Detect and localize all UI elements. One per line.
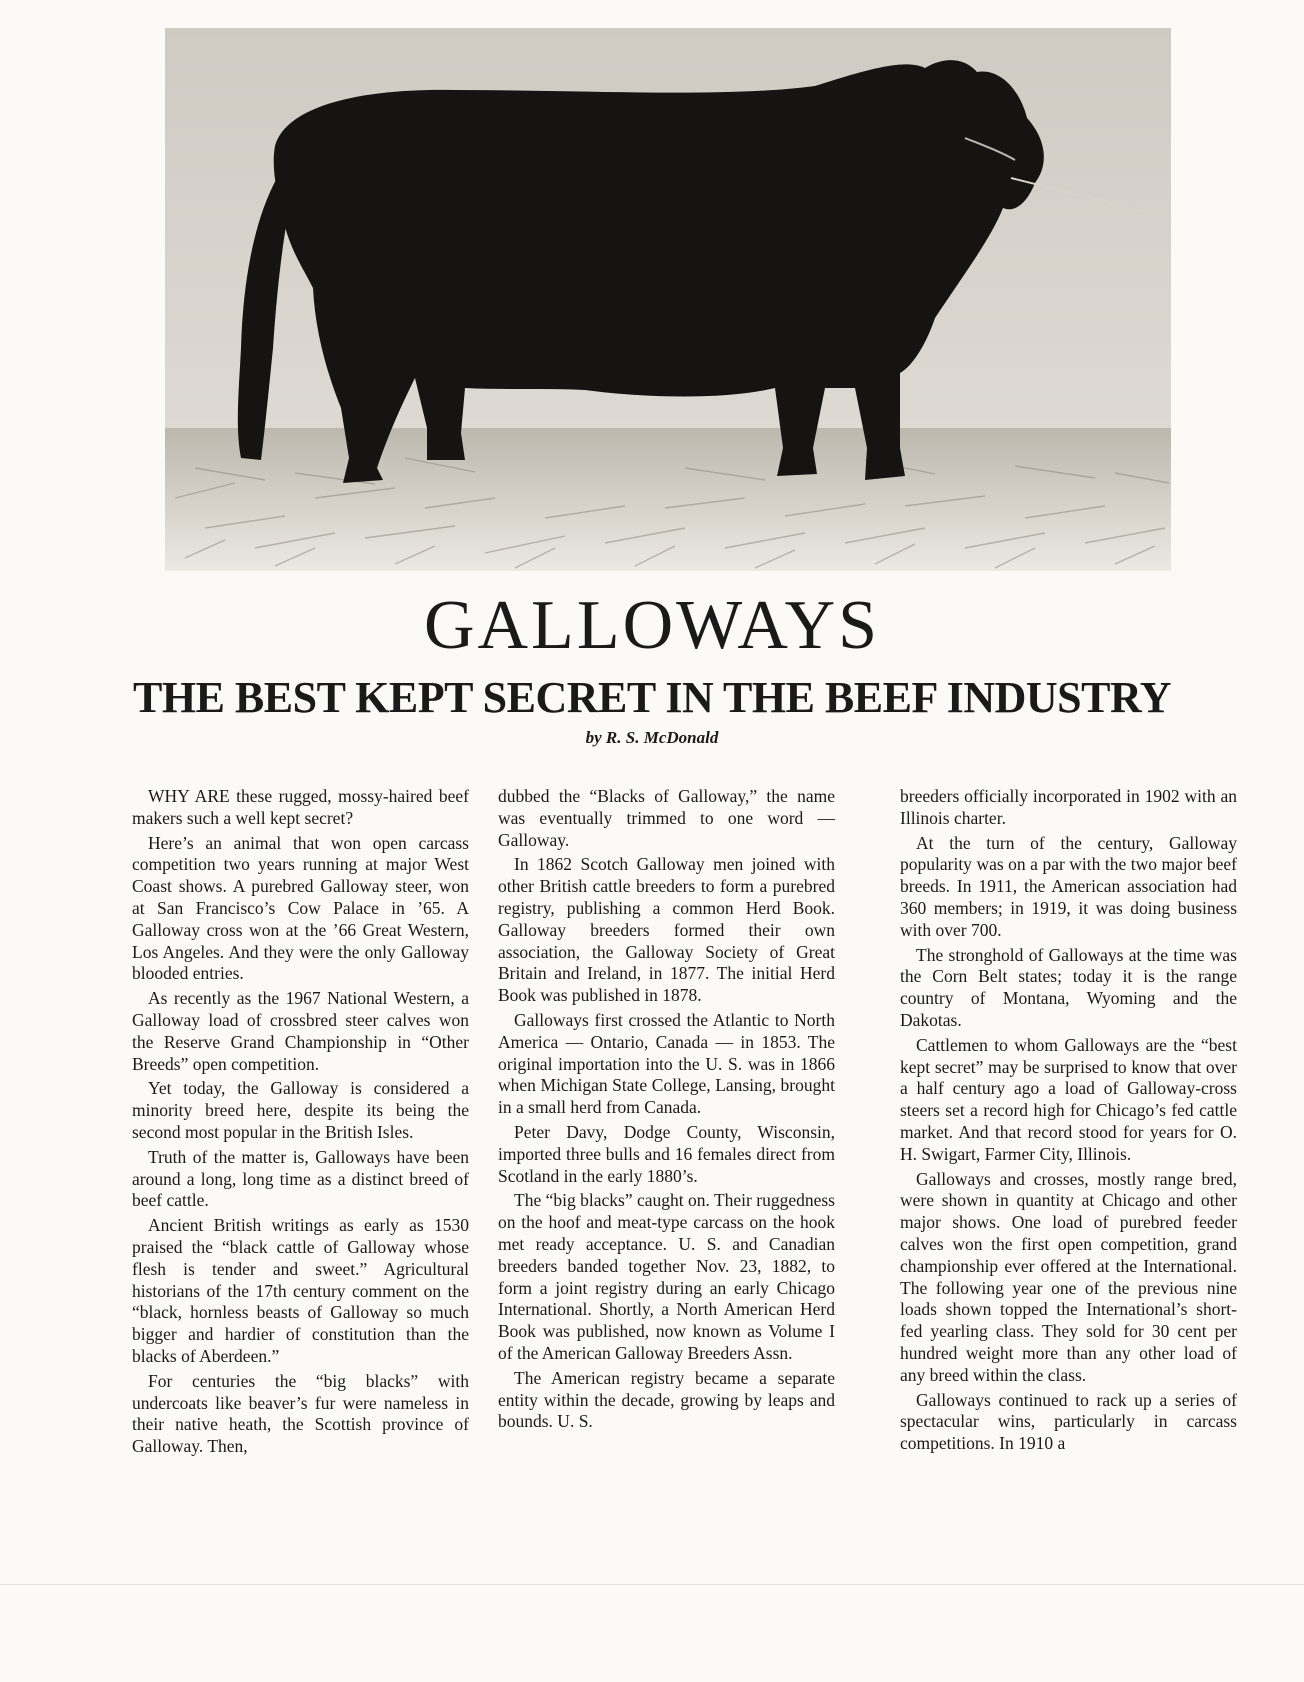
galloway-bull-photo bbox=[165, 28, 1171, 571]
paragraph: dubbed the “Blacks of Galloway,” the name was eventually trimmed to one word — Galloway. bbox=[498, 786, 835, 850]
paragraph: The “big blacks” caught on. Their ruggedness on the hoof and meat-type carcass on the hook met ready acceptance. U. S. and Canadian breeders banded together Nov. 23, 1882, to form a joint registry during an early Chicago International. Shortly, a North American Herd Book was published, now known as Volume I of the American Galloway Breeders Assn. bbox=[498, 1190, 835, 1363]
paragraph: Ancient British writings as early as 1530 praised the “black cattle of Galloway whose flesh is tender and sweet.” Agricultural historians of the 17th century comment on the “black, hornless beasts of Galloway so much bigger and hardier of constitution than the blacks of Aberdeen.” bbox=[132, 1215, 469, 1366]
paragraph: Galloways continued to rack up a series of spectacular wins, particularly in carcass competitions. In 1910 a bbox=[900, 1389, 1237, 1454]
paragraph: Truth of the matter is, Galloways have been around a long, long time as a distinct breed of beef cattle. bbox=[132, 1146, 469, 1211]
paragraph: Here’s an animal that won open carcass competition two years running at major West Coast shows. A purebred Galloway steer, won at San Francisco’s Cow Palace in ’65. A Galloway cross won at the ’66 Great Western, Los Angeles. And they were the only Galloway blooded entries. bbox=[132, 832, 469, 984]
paragraph: Galloways first crossed the Atlantic to North America — Ontario, Canada — in 1853. The original importation into the U. S. was in 1866 when Michigan State College, Lansing, brought in a small herd from Canada. bbox=[498, 1009, 835, 1118]
paragraph: As recently as the 1967 National Western, a Galloway load of crossbred steer calves won the Reserve Grand Championship in “Other Breeds” open competition. bbox=[132, 988, 469, 1074]
article-column-1 bbox=[132, 786, 469, 1461]
paragraph: breeders officially incorporated in 1902 with an Illinois charter. bbox=[900, 786, 1237, 828]
paragraph: WHY ARE these rugged, mossy-haired beef makers such a well kept secret? bbox=[132, 786, 469, 828]
paragraph: Peter Davy, Dodge County, Wisconsin, imported three bulls and 16 females direct from Scotland in the early 1880’s. bbox=[498, 1121, 835, 1186]
article-column-3 bbox=[900, 786, 1237, 1458]
article-byline: by R. S. McDonald bbox=[585, 728, 719, 747]
paragraph: At the turn of the century, Galloway popularity was on a par with the two major beef breeds. In 1911, the American association had 360 members; in 1919, it was doing business with over 700. bbox=[900, 832, 1237, 940]
paragraph: In 1862 Scotch Galloway men joined with other British cattle breeders to form a purebred registry, publishing a common Herd Book. Galloway breeders formed their own association, the Galloway Society of Great Britain and Ireland, in 1877. The initial Herd Book was published in 1878. bbox=[498, 854, 835, 1006]
paragraph: The American registry became a separate entity within the decade, growing by leaps and bounds. U. S. bbox=[498, 1367, 835, 1432]
paragraph: Galloways and crosses, mostly range bred, were shown in quantity at Chicago and other major shows. One load of purebred feeder calves won the first open competition, grand championship ever offered at the International. The following year one of the previous nine loads shown topped the International’s short-fed yearling class. They sold for 30 cent per hundred weight more than any other load of any breed within the class. bbox=[900, 1168, 1237, 1385]
bull-illustration bbox=[165, 28, 1171, 571]
article-title: GALLOWAYS bbox=[423, 587, 881, 664]
paragraph: For centuries the “big blacks” with undercoats like beaver’s fur were nameless in their native heath, the Scottish province of Galloway. Then, bbox=[132, 1370, 469, 1457]
article-subtitle: THE BEST KEPT SECRET IN THE BEEF INDUSTRY bbox=[133, 673, 1171, 722]
page-fold-line bbox=[0, 1584, 1304, 1585]
paragraph: Cattlemen to whom Galloways are the “best kept secret” may be surprised to know that over a half century ago a load of Galloway-cross steers set a record high for Chicago’s fed cattle market. And that record stood for years for O. H. Swigart, Farmer City, Illinois. bbox=[900, 1034, 1237, 1164]
paragraph: The stronghold of Galloways at the time was the Corn Belt states; today it is the range country of Montana, Wyoming and the Dakotas. bbox=[900, 944, 1237, 1030]
article-column-2 bbox=[498, 786, 835, 1436]
paragraph: Yet today, the Galloway is considered a minority breed here, despite its being the second most popular in the British Isles. bbox=[132, 1078, 469, 1142]
